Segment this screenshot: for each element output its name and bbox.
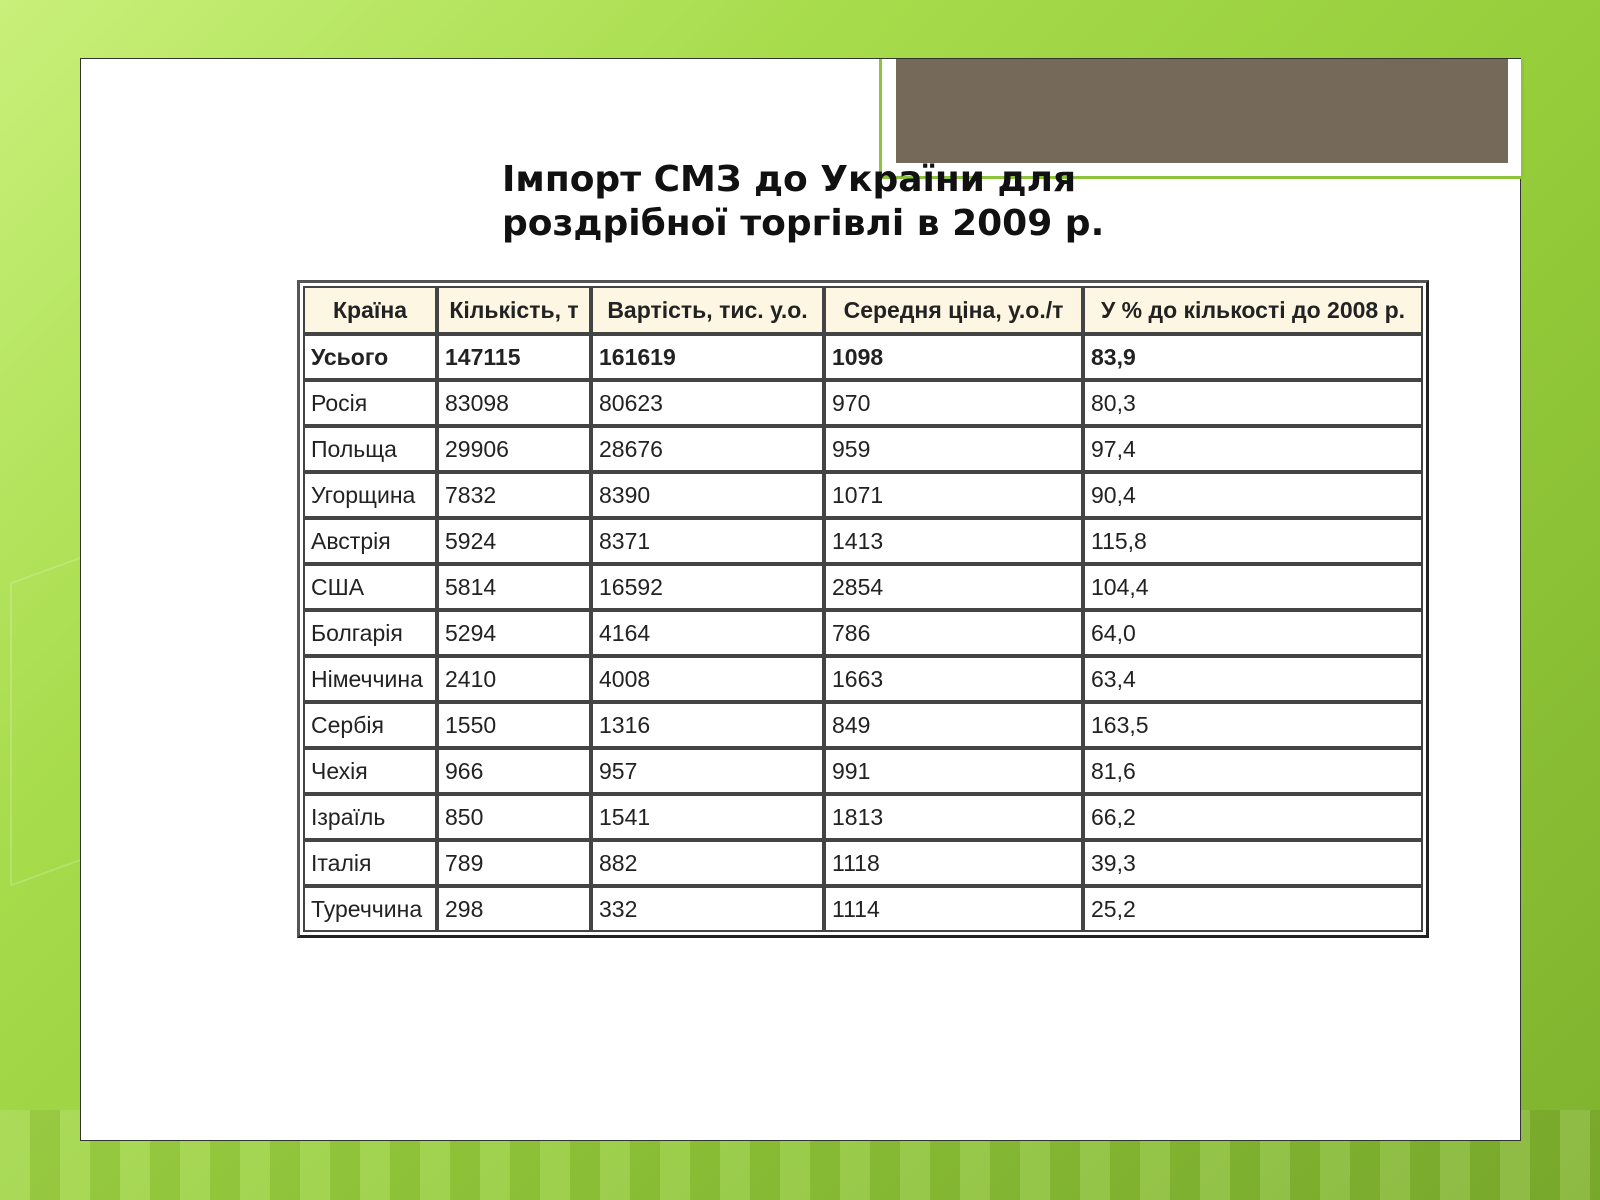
cell-value: 8390 xyxy=(591,472,824,518)
cell-value: 8371 xyxy=(591,518,824,564)
table-row xyxy=(303,380,1423,426)
cell-country: США xyxy=(303,564,437,610)
column-header-quantity: Кількість, т xyxy=(437,286,591,334)
cell-percent-2008: 64,0 xyxy=(1083,610,1423,656)
table-row xyxy=(303,702,1423,748)
table-row xyxy=(303,426,1423,472)
table-row xyxy=(303,564,1423,610)
cell-percent-2008: 80,3 xyxy=(1083,380,1423,426)
column-header-average-price: Середня ціна, у.о./т xyxy=(824,286,1083,334)
cell-value: 28676 xyxy=(591,426,824,472)
column-header-value: Вартість, тис. у.о. xyxy=(591,286,824,334)
cell-average-price: 1098 xyxy=(824,334,1083,380)
cell-average-price: 1114 xyxy=(824,886,1083,932)
cell-value: 4008 xyxy=(591,656,824,702)
cell-quantity: 147115 xyxy=(437,334,591,380)
cell-average-price: 1118 xyxy=(824,840,1083,886)
cell-country: Польща xyxy=(303,426,437,472)
cell-quantity: 850 xyxy=(437,794,591,840)
cell-value: 957 xyxy=(591,748,824,794)
cell-value: 161619 xyxy=(591,334,824,380)
cell-country: Італія xyxy=(303,840,437,886)
cell-country: Туреччина xyxy=(303,886,437,932)
cell-country: Болгарія xyxy=(303,610,437,656)
cell-average-price: 849 xyxy=(824,702,1083,748)
cell-average-price: 1663 xyxy=(824,656,1083,702)
table-row xyxy=(303,518,1423,564)
cell-country: Німеччина xyxy=(303,656,437,702)
slide-heading-line-1: Імпорт СМЗ до України для xyxy=(502,159,1077,200)
cell-country: Австрія xyxy=(303,518,437,564)
cell-average-price: 1413 xyxy=(824,518,1083,564)
cell-percent-2008: 25,2 xyxy=(1083,886,1423,932)
title-placeholder-fill xyxy=(896,59,1508,163)
cell-value: 1541 xyxy=(591,794,824,840)
slide-heading xyxy=(502,158,1202,246)
cell-quantity: 5814 xyxy=(437,564,591,610)
cell-average-price: 1071 xyxy=(824,472,1083,518)
table-row xyxy=(303,886,1423,932)
cell-value: 882 xyxy=(591,840,824,886)
cell-percent-2008: 97,4 xyxy=(1083,426,1423,472)
table-row xyxy=(303,748,1423,794)
cell-average-price: 2854 xyxy=(824,564,1083,610)
column-header-country: Країна xyxy=(303,286,437,334)
cell-country: Усього xyxy=(303,334,437,380)
table-body xyxy=(303,334,1423,932)
cell-country: Сербія xyxy=(303,702,437,748)
cell-value: 4164 xyxy=(591,610,824,656)
cell-average-price: 970 xyxy=(824,380,1083,426)
cell-percent-2008: 115,8 xyxy=(1083,518,1423,564)
cell-country: Угорщина xyxy=(303,472,437,518)
cell-quantity: 1550 xyxy=(437,702,591,748)
cell-average-price: 1813 xyxy=(824,794,1083,840)
table-header-row xyxy=(303,286,1423,334)
table-row xyxy=(303,794,1423,840)
cell-percent-2008: 104,4 xyxy=(1083,564,1423,610)
column-header-percent-2008: У % до кількості до 2008 р. xyxy=(1083,286,1423,334)
slide-heading-line-2: роздрібної торгівлі в 2009 р. xyxy=(502,203,1105,244)
import-table xyxy=(303,286,1423,932)
cell-country: Росія xyxy=(303,380,437,426)
cell-quantity: 5294 xyxy=(437,610,591,656)
table-row xyxy=(303,656,1423,702)
cell-percent-2008: 90,4 xyxy=(1083,472,1423,518)
cell-quantity: 298 xyxy=(437,886,591,932)
cell-percent-2008: 39,3 xyxy=(1083,840,1423,886)
cell-percent-2008: 81,6 xyxy=(1083,748,1423,794)
cell-value: 16592 xyxy=(591,564,824,610)
table-row xyxy=(303,472,1423,518)
table-row xyxy=(303,610,1423,656)
cell-average-price: 786 xyxy=(824,610,1083,656)
cell-quantity: 5924 xyxy=(437,518,591,564)
import-table-frame xyxy=(297,280,1429,938)
cell-country: Чехія xyxy=(303,748,437,794)
cell-quantity: 7832 xyxy=(437,472,591,518)
table-row xyxy=(303,840,1423,886)
cell-percent-2008: 163,5 xyxy=(1083,702,1423,748)
cell-quantity: 83098 xyxy=(437,380,591,426)
cell-quantity: 789 xyxy=(437,840,591,886)
cell-percent-2008: 63,4 xyxy=(1083,656,1423,702)
cell-value: 80623 xyxy=(591,380,824,426)
cell-quantity: 29906 xyxy=(437,426,591,472)
cell-value: 1316 xyxy=(591,702,824,748)
cell-percent-2008: 66,2 xyxy=(1083,794,1423,840)
cell-percent-2008: 83,9 xyxy=(1083,334,1423,380)
cell-quantity: 2410 xyxy=(437,656,591,702)
cell-average-price: 991 xyxy=(824,748,1083,794)
cell-country: Ізраїль xyxy=(303,794,437,840)
cell-average-price: 959 xyxy=(824,426,1083,472)
cell-quantity: 966 xyxy=(437,748,591,794)
cell-value: 332 xyxy=(591,886,824,932)
table-row xyxy=(303,334,1423,380)
